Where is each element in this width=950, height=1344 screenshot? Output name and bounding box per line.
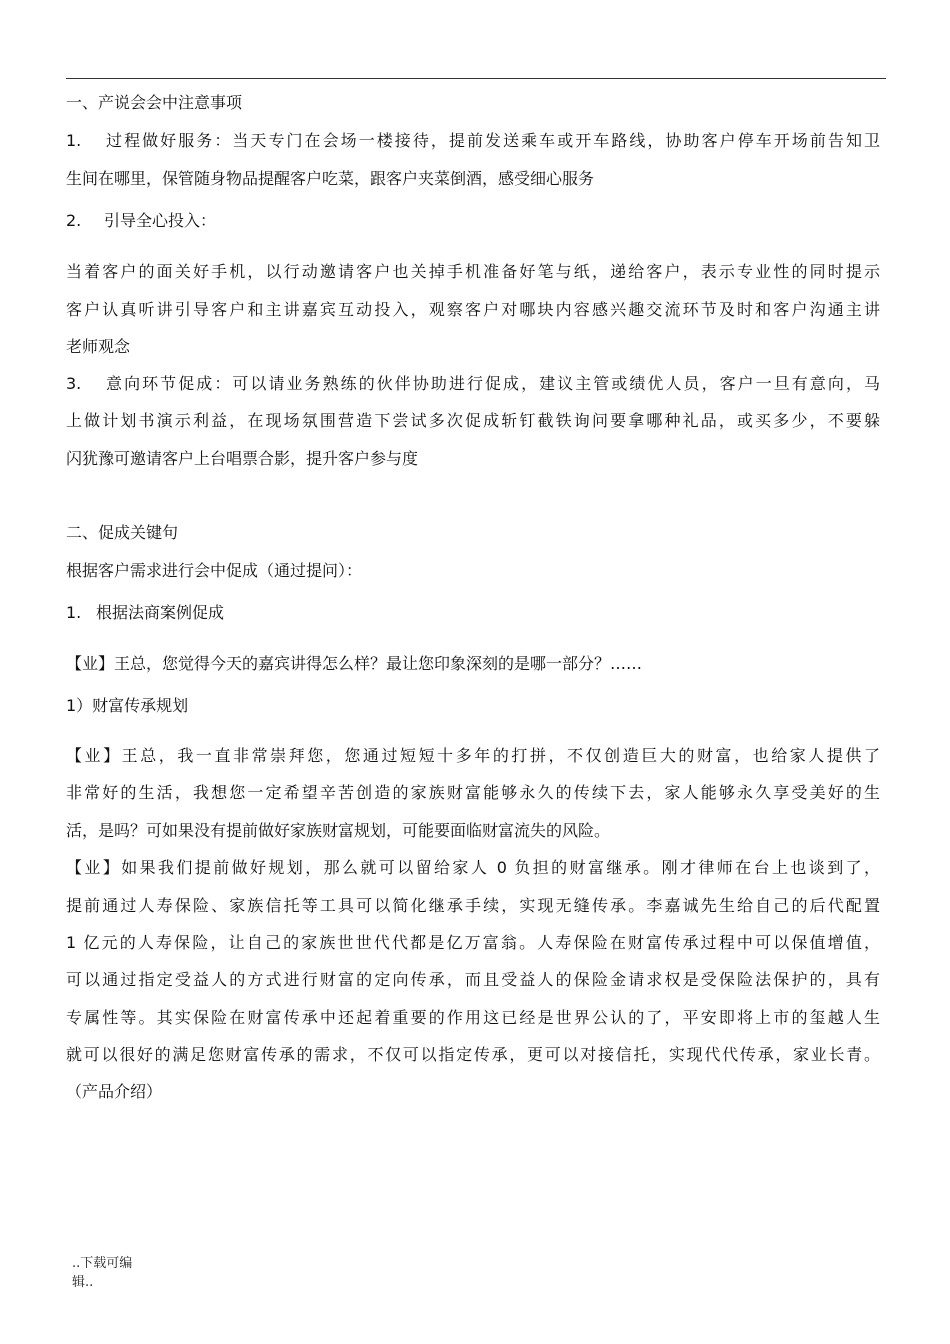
para-2-line-2: 提前通过人寿保险、家族信托等工具可以简化继承手续，实现无缝传承。李嘉诚先生给自己的后代配置 (66, 896, 880, 915)
item-3-text-1: 意向环节促成：可以请业务熟练的伙伴协助进行促成，建议主管或绩优人员，客户一旦有意向，马 (104, 374, 880, 393)
sub-1-title-line (66, 603, 224, 623)
para-2-line-5: 专属性等。其实保险在财富传承中还起着重要的作用这已经是世界公认的了，平安即将上市的玺越人生 (66, 1008, 880, 1027)
sub-1-number: 1. (66, 603, 82, 622)
para-2-line-1: 【业】如果我们提前做好规划，那么就可以留给家人 0 负担的财富继承。刚才律师在台上也谈到了， (66, 858, 880, 877)
section-1-heading: 一、产说会会中注意事项 (66, 93, 243, 112)
para-1-line-1: 【业】王总，我一直非常崇拜您，您通过短短十多年的打拼，不仅创造巨大的财富，也给家人提供了 (66, 746, 880, 765)
section-2-intro: 根据客户需求进行会中促成（通过提问）： (66, 561, 363, 580)
section-2-heading: 二、促成关键句 (66, 523, 179, 542)
item-3-line-1 (66, 374, 880, 394)
item-2-number: 2. (66, 211, 82, 230)
sub-1-title: 根据法商案例促成 (96, 603, 225, 622)
item-2-line-1: 当着客户的面关好手机，以行动邀请客户也关掉手机准备好笔与纸，递给客户，表示专业性的同时提示 (66, 262, 880, 281)
item-2-title: 引导全心投入： (104, 211, 217, 230)
para-2-line-3: 1 亿元的人寿保险，让自己的家族世世代代都是亿万富翁。人寿保险在财富传承过程中可以保值增值， (66, 933, 880, 952)
item-3-line-2: 上做计划书演示利益，在现场氛围营造下尝试多次促成斩钉截铁询问要拿哪种礼品，或买多少，不要躲 (66, 411, 880, 430)
footer-line-1: ..下载可编 (72, 1256, 133, 1271)
point-1-title: 1）财富传承规划 (66, 696, 189, 715)
para-2-line-4: 可以通过指定受益人的方式进行财富的定向传承，而且受益人的保险金请求权是受保险法保护的，具有 (66, 970, 880, 989)
opening-question: 【业】王总，您觉得今天的嘉宾讲得怎么样？最让您印象深刻的是哪一部分？…… (66, 654, 643, 673)
item-2-line-3: 老师观念 (66, 337, 131, 356)
item-2-line-2: 客户认真听讲引导客户和主讲嘉宾互动投入，观察客户对哪块内容感兴趣交流环节及时和客户沟通主讲 (66, 300, 880, 319)
item-2-title-line (66, 211, 216, 231)
para-1-line-3: 活，是吗？可如果没有提前做好家族财富规划，可能要面临财富流失的风险。 (66, 821, 611, 840)
item-1-text-1: 过程做好服务：当天专门在会场一楼接待，提前发送乘车或开车路线，协助客户停车开场前告知卫 (104, 131, 880, 150)
item-1-number: 1. (66, 131, 82, 150)
item-3-line-3: 闪犹豫可邀请客户上台唱票合影，提升客户参与度 (66, 449, 419, 468)
header-rule (66, 78, 886, 79)
item-3-number: 3. (66, 374, 82, 393)
item-1-line-2: 生间在哪里，保管随身物品提醒客户吃菜，跟客户夹菜倒酒，感受细心服务 (66, 169, 595, 188)
item-1-line-1 (66, 131, 880, 151)
para-2-line-6: 就可以很好的满足您财富传承的需求，不仅可以指定传承，更可以对接信托，实现代代传承，家业长青。 (66, 1045, 880, 1064)
para-1-line-2: 非常好的生活，我想您一定希望辛苦创造的家族财富能够永久的传续下去，家人能够永久享受美好的生 (66, 783, 880, 802)
footer-line-2: 辑.. (72, 1275, 94, 1290)
para-2-line-7: （产品介绍） (66, 1082, 163, 1101)
